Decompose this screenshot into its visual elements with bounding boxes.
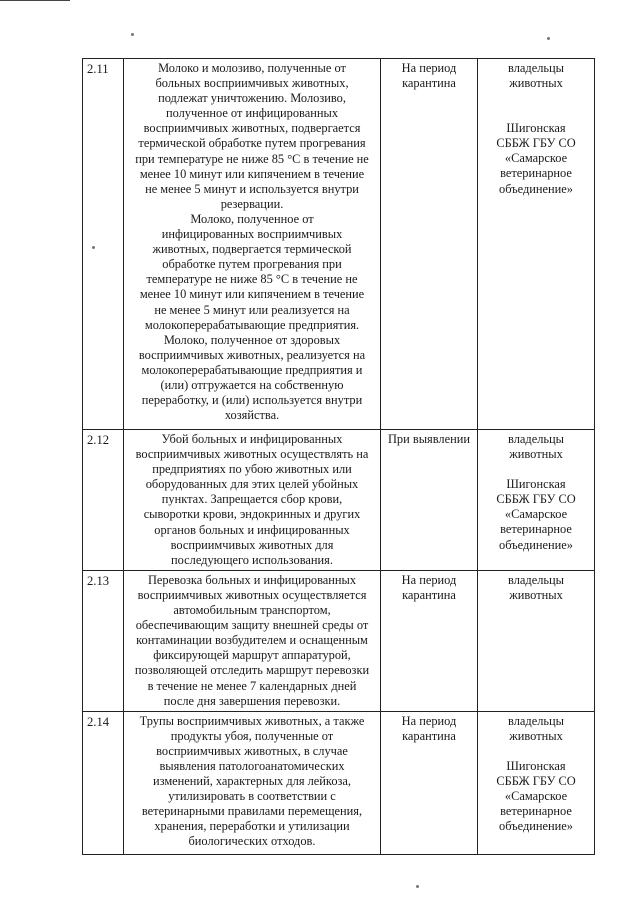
- description-line: не менее 5 минут или реализуется на: [154, 302, 350, 317]
- description-line: пунктах. Запрещается сбор крови,: [161, 492, 343, 507]
- measures-table: [82, 58, 595, 855]
- responsible-line: владельцы: [508, 713, 564, 728]
- term-cell: [381, 570, 478, 711]
- measure-description-cell: [124, 59, 381, 430]
- term-line: На период: [401, 61, 457, 75]
- description-line: последующего использования.: [171, 552, 333, 567]
- description-line: после дня завершения перевозки.: [163, 693, 341, 708]
- description-line: термической обработке путем прогревания: [138, 136, 366, 151]
- item-number-cell: [83, 430, 124, 571]
- responsible-org-line: СББЖ ГБУ СО: [496, 492, 576, 507]
- table-row: [83, 570, 595, 711]
- item-number-cell: [83, 59, 124, 430]
- description-line: (или) отгружается на собственную: [160, 377, 344, 392]
- scan-speck: [547, 37, 550, 40]
- description-line: больных восприимчивых животных,: [155, 76, 349, 91]
- description-line: восприимчивых животных осуществлять на: [135, 447, 369, 462]
- description-line: автомобильным транспортом,: [173, 603, 331, 618]
- description-line: Молоко, полученное от здоровых: [163, 332, 341, 347]
- responsible-org-line: ветеринарное: [500, 166, 572, 181]
- description-line: при температуре не ниже 85 °С в течение не: [135, 151, 369, 166]
- term-line: При выявлении: [387, 432, 470, 446]
- description-line: в течение не менее 7 календарных дней: [147, 678, 357, 693]
- responsible-cell: [478, 711, 595, 854]
- description-line: подлежат уничтожению. Молозиво,: [158, 91, 346, 106]
- measure-description-cell: [124, 430, 381, 571]
- description-line: хранения, переработки и утилизации: [154, 819, 350, 834]
- item-number-cell: [83, 711, 124, 854]
- table-row: [83, 59, 595, 430]
- item-number: 2.13: [87, 573, 110, 588]
- description-line: резервации.: [220, 196, 284, 211]
- responsible-line: животных: [509, 447, 563, 462]
- description-line: оборудованных для этих целей убойных: [145, 477, 359, 492]
- description-line: Молоко и молозиво, полученные от: [158, 61, 346, 75]
- description-line: продукты убоя, полученные от: [170, 728, 334, 743]
- responsible-org-line: СББЖ ГБУ СО: [496, 136, 576, 151]
- description-line: Убой больных и инфицированных: [161, 432, 343, 446]
- description-line: хозяйства.: [224, 408, 280, 423]
- term-line: На период: [401, 713, 457, 728]
- term-line: карантина: [402, 76, 456, 91]
- responsible-line: животных: [509, 587, 563, 602]
- description-line: обеспечивающим защиту внешней среды от: [135, 618, 369, 633]
- responsible-org-line: объединение»: [499, 819, 573, 834]
- table-row: [83, 711, 595, 854]
- description-line: восприимчивых животных осуществляется: [137, 587, 367, 602]
- measure-description-cell: [124, 711, 381, 854]
- responsible-cell: [478, 430, 595, 571]
- description-line: восприимчивых животных, реализуется на: [138, 347, 366, 362]
- description-line: утилизировать в соответствии с: [168, 789, 336, 804]
- term-cell: [381, 711, 478, 854]
- description-line: Молоко, полученное от: [190, 211, 314, 226]
- responsible-org-line: Шигонская: [506, 121, 566, 136]
- description-line: изменений, характерных для лейкоза,: [152, 774, 352, 789]
- responsible-org-line: объединение»: [499, 181, 573, 196]
- description-line: предприятиях по убою животных или: [152, 462, 352, 477]
- responsible-org-line: ветеринарное: [500, 804, 572, 819]
- description-line: менее 10 минут или кипячением в течение: [139, 287, 365, 302]
- responsible-line: владельцы: [508, 572, 564, 587]
- responsible-org-line: «Самарское: [504, 789, 568, 804]
- table-row: [83, 430, 595, 571]
- description-line: Перевозка больных и инфицированных: [147, 572, 357, 587]
- description-line: менее 10 минут или кипячением в течение: [139, 166, 365, 181]
- responsible-org-line: «Самарское: [504, 151, 568, 166]
- scan-speck: [131, 33, 134, 36]
- responsible-org-line: Шигонская: [506, 758, 566, 773]
- item-number: 2.12: [87, 433, 110, 447]
- scan-artifact-line: [0, 0, 70, 1]
- term-line: карантина: [402, 728, 456, 743]
- responsible-org-line: ветеринарное: [500, 522, 572, 537]
- description-line: контаминации возбудителем и оснащенным: [136, 633, 368, 648]
- description-line: органов больных и инфицированных: [154, 522, 350, 537]
- description-line: температуре не ниже 85 °С в течение не: [146, 272, 358, 287]
- responsible-line: владельцы: [508, 432, 564, 446]
- responsible-org-line: объединение»: [499, 537, 573, 552]
- description-line: фиксирующей маршрут аппаратурой,: [153, 648, 351, 663]
- responsible-line: владельцы: [508, 61, 564, 75]
- responsible-org-line: «Самарское: [504, 507, 568, 522]
- description-line: Трупы восприимчивых животных, а также: [139, 713, 365, 728]
- item-number: 2.11: [87, 62, 109, 76]
- term-cell: [381, 430, 478, 571]
- description-line: биологических отходов.: [188, 834, 316, 849]
- item-number-cell: [83, 570, 124, 711]
- description-line: восприимчивых животных, в случае: [156, 743, 348, 758]
- responsible-line: животных: [509, 728, 563, 743]
- responsible-line: животных: [509, 76, 563, 91]
- description-line: инфицированных восприимчивых: [161, 227, 343, 242]
- description-line: молокоперерабатывающие предприятия и: [141, 362, 363, 377]
- item-number: 2.14: [87, 714, 110, 729]
- responsible-cell: [478, 570, 595, 711]
- description-line: восприимчивых животных для: [170, 537, 334, 552]
- term-line: На период: [401, 572, 457, 587]
- description-line: выявления патологоанатомических: [159, 758, 345, 773]
- measure-description-cell: [124, 570, 381, 711]
- description-line: полученное от инфицированных: [165, 106, 339, 121]
- term-cell: [381, 59, 478, 430]
- description-line: позволяющей отследить маршрут перевозки: [134, 663, 370, 678]
- responsible-org-line: СББЖ ГБУ СО: [496, 773, 576, 788]
- description-line: сыворотки крови, эндокринных и других: [143, 507, 361, 522]
- term-line: карантина: [402, 587, 456, 602]
- scan-speck: [416, 885, 419, 888]
- responsible-cell: [478, 59, 595, 430]
- responsible-org-line: Шигонская: [506, 477, 566, 492]
- description-line: восприимчивых животных, подвергается: [143, 121, 361, 136]
- description-line: ветеринарными правилами перемещения,: [141, 804, 363, 819]
- description-line: переработку, и (или) используется внутри: [141, 393, 363, 408]
- description-line: не менее 5 минут и используется внутри: [145, 181, 359, 196]
- description-line: молокоперерабатывающие предприятия.: [144, 317, 360, 332]
- description-line: обработке путем прогревания при: [162, 257, 342, 272]
- description-line: животных, подвергается термической: [152, 242, 352, 257]
